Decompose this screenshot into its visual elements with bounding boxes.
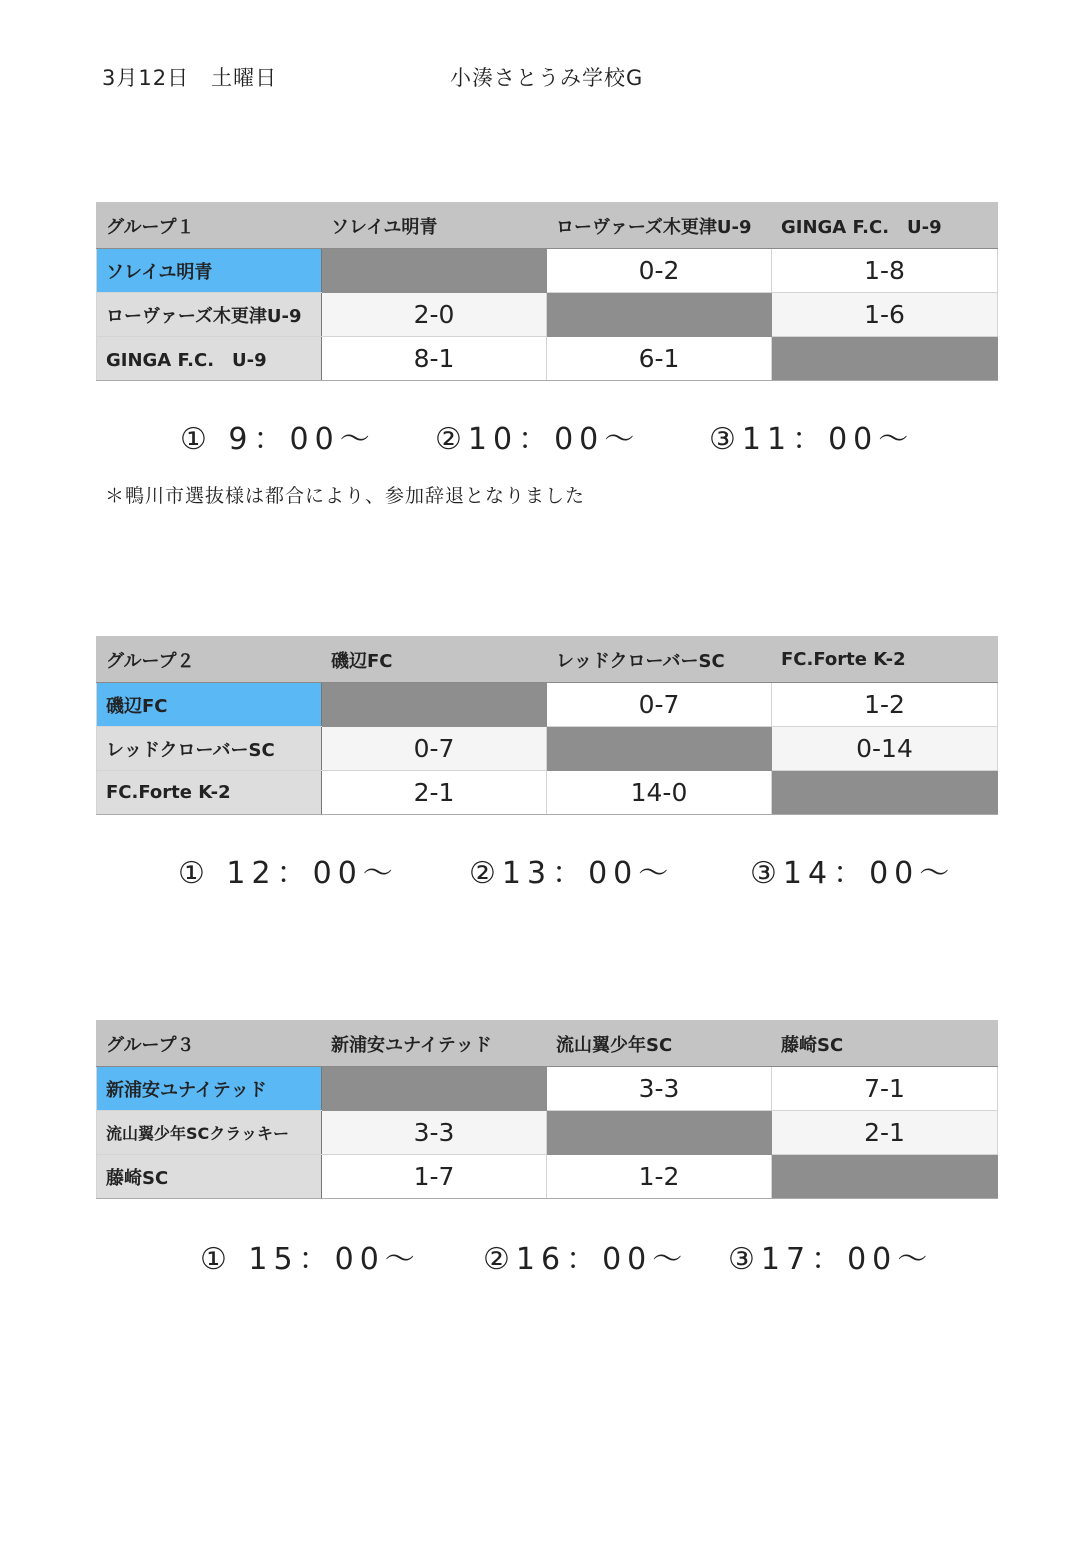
group-1-score-3-1: 8-1 xyxy=(322,337,547,381)
group-2-diagonal-cell xyxy=(322,683,547,727)
page-header xyxy=(0,62,1091,94)
group-3-time-2: ②16：00～ xyxy=(483,1242,689,1277)
group-3-score-2-3: 2-1 xyxy=(772,1111,998,1155)
group-3-col-team-3: 藤崎SC xyxy=(772,1021,998,1067)
group-1-row-3 xyxy=(97,337,998,381)
group-3-time-1: ① 15：00～ xyxy=(200,1242,421,1277)
group-1-title: グループ１ xyxy=(97,203,322,249)
group-2-row-1 xyxy=(97,683,998,727)
group-2-score-1-3: 1-2 xyxy=(772,683,998,727)
group-3-score-1-2: 3-3 xyxy=(547,1067,772,1111)
group-3-row-team-1: 新浦安ユナイテッド xyxy=(97,1067,322,1111)
group-3-diagonal-cell xyxy=(322,1067,547,1111)
group-3-row-1 xyxy=(97,1067,998,1111)
group-3-col-team-1: 新浦安ユナイテッド xyxy=(322,1021,547,1067)
group-2-score-2-3: 0-14 xyxy=(772,727,998,771)
group-3-score-3-2: 1-2 xyxy=(547,1155,772,1199)
group-2-time-1: ① 12：00～ xyxy=(178,856,399,891)
group-1-row-team-2: ローヴァーズ木更津U-9 xyxy=(97,293,322,337)
withdrawal-note: ＊鴨川市選抜様は都合により、参加辞退となりました xyxy=(105,485,586,507)
group-1-time-3: ③11：00～ xyxy=(709,422,915,457)
group-1-results-table xyxy=(96,202,998,381)
group-2-col-team-1: 磯辺FC xyxy=(322,637,547,683)
group-1-time-2: ②10：00～ xyxy=(435,422,641,457)
group-1-header-row xyxy=(97,203,998,249)
group-2-diagonal-cell xyxy=(772,771,998,815)
group-1-row-team-3: GINGA F.C. U-9 xyxy=(97,337,322,381)
group-2-score-1-2: 0-7 xyxy=(547,683,772,727)
group-3-score-1-3: 7-1 xyxy=(772,1067,998,1111)
group-2-time-2: ②13：00～ xyxy=(469,856,675,891)
group-2-diagonal-cell xyxy=(547,727,772,771)
group-1-row-2 xyxy=(97,293,998,337)
group-1-col-team-3: GINGA F.C. U-9 xyxy=(772,203,998,249)
group-3-col-team-2: 流山翼少年SC xyxy=(547,1021,772,1067)
group-1-row-1 xyxy=(97,249,998,293)
group-2-row-team-1: 磯辺FC xyxy=(97,683,322,727)
venue-name: 小湊さとうみ学校G xyxy=(450,66,644,90)
group-2-score-2-1: 0-7 xyxy=(322,727,547,771)
group-1-score-3-2: 6-1 xyxy=(547,337,772,381)
group-3-diagonal-cell xyxy=(772,1155,998,1199)
group-2-score-3-2: 14-0 xyxy=(547,771,772,815)
group-3-schedule xyxy=(0,1234,1091,1277)
group-2-col-team-2: レッドクローバーSC xyxy=(547,637,772,683)
group-3-diagonal-cell xyxy=(547,1111,772,1155)
group-3-row-2 xyxy=(97,1111,998,1155)
group-1-score-1-3: 1-8 xyxy=(772,249,998,293)
group-2-score-3-1: 2-1 xyxy=(322,771,547,815)
group-3-score-2-1: 3-3 xyxy=(322,1111,547,1155)
group-3-header-row xyxy=(97,1021,998,1067)
group-1-time-1: ① 9：00～ xyxy=(180,422,376,457)
group-1-diagonal-cell xyxy=(772,337,998,381)
group-3-results-table xyxy=(96,1020,998,1199)
match-date: 3月12日 土曜日 xyxy=(102,66,278,90)
group-1-row-team-1: ソレイユ明青 xyxy=(97,249,322,293)
group-2-time-3: ③14：00～ xyxy=(750,856,956,891)
group-1-schedule xyxy=(0,414,1091,457)
group-2-row-team-2: レッドクローバーSC xyxy=(97,727,322,771)
group-3-row-team-3: 藤崎SC xyxy=(97,1155,322,1199)
group-3-row-3 xyxy=(97,1155,998,1199)
group-1-col-team-2: ローヴァーズ木更津U-9 xyxy=(547,203,772,249)
group-2-title: グループ２ xyxy=(97,637,322,683)
group-1-diagonal-cell xyxy=(322,249,547,293)
group-2-row-3 xyxy=(97,771,998,815)
group-1-col-team-1: ソレイユ明青 xyxy=(322,203,547,249)
group-3-title: グループ３ xyxy=(97,1021,322,1067)
group-2-results-table xyxy=(96,636,998,815)
group-1-score-1-2: 0-2 xyxy=(547,249,772,293)
group-2-row-2 xyxy=(97,727,998,771)
group-2-row-team-3: FC.Forte K-2 xyxy=(97,771,322,815)
group-1-score-2-3: 1-6 xyxy=(772,293,998,337)
group-2-header-row xyxy=(97,637,998,683)
group-1-diagonal-cell xyxy=(547,293,772,337)
group-2-schedule xyxy=(0,848,1091,891)
group-3-score-3-1: 1-7 xyxy=(322,1155,547,1199)
group-1-score-2-1: 2-0 xyxy=(322,293,547,337)
group-3-time-3: ③17：00～ xyxy=(728,1242,934,1277)
group-3-row-team-2: 流山翼少年SCクラッキー xyxy=(97,1111,322,1155)
group-2-col-team-3: FC.Forte K-2 xyxy=(772,637,998,683)
